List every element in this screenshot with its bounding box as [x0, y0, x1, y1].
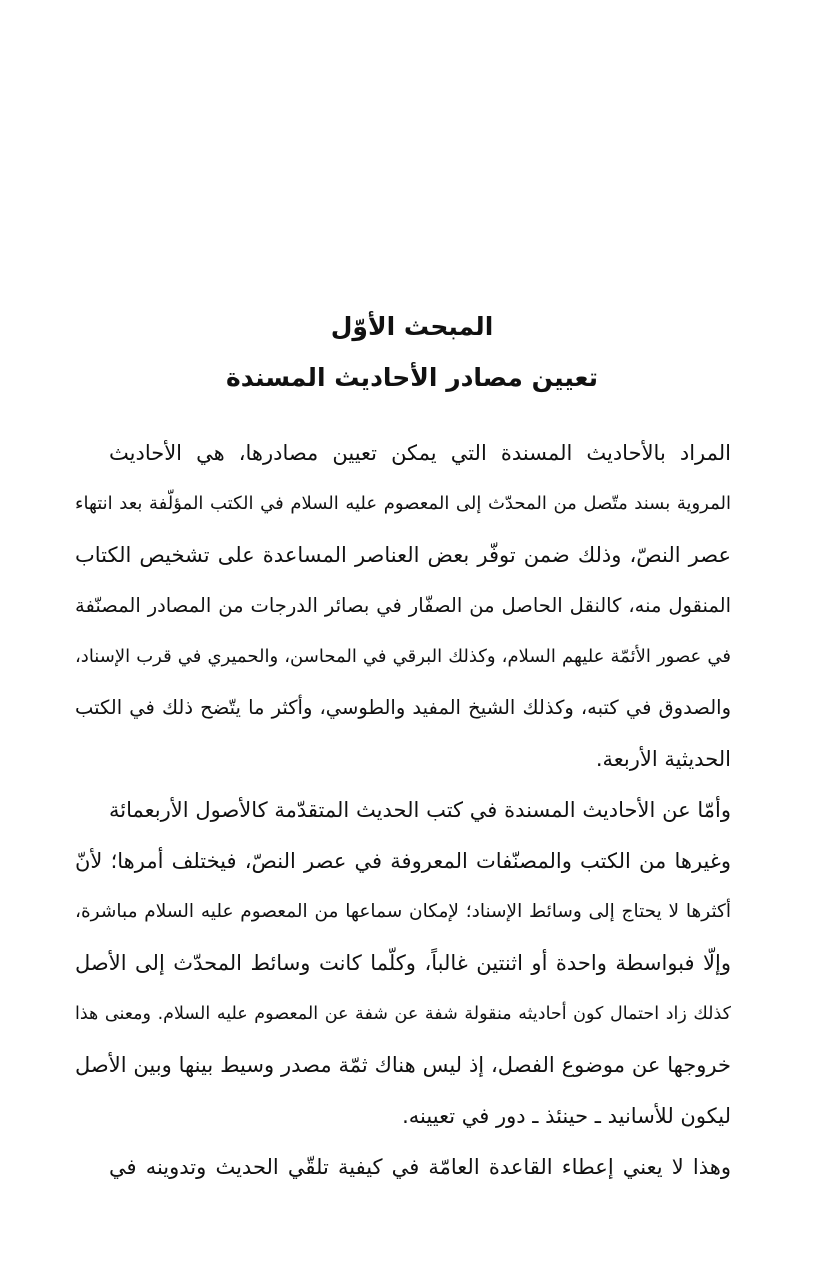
body-line: المنقول منه، كالنقل الحاصل من الصفّار في بصائر الدرجات من المصادر المصنّفة [75, 594, 731, 617]
body-line: وأمّا عن الأحاديث المسندة في كتب الحديث المتقدّمة كالأصول الأربعمائة [109, 798, 731, 822]
body-line: والصدوق في كتبه، وكذلك الشيخ المفيد والطوسي، وأكثر ما يتّضح ذلك في الكتب [75, 696, 731, 719]
body-line: خروجها عن موضوع الفصل، إذ ليس هناك ثمّة مصدر وسيط بينها وبين الأصل [75, 1053, 731, 1077]
body-line: في عصور الأئمّة عليهم السلام، وكذلك البرقي في المحاسن، والحميري في قرب الإسناد، [75, 646, 731, 667]
body-line: ليكون للأسانيد ـ حينئذ ـ دور في تعيينه. [402, 1104, 731, 1128]
body-line: المروية بسند متّصل من المحدّث إلى المعصوم عليه السلام في الكتب المؤلّفة بعد انتهاء [75, 493, 731, 514]
body-line: وهذا لا يعني إعطاء القاعدة العامّة في كيفية تلقّي الحديث وتدوينه في [109, 1155, 731, 1179]
section-heading: المبحث الأوّل [330, 312, 494, 341]
body-line: أكثرها لا يحتاج إلى وسائط الإسناد؛ لإمكان سماعها من المعصوم عليه السلام مباشرة، [75, 901, 731, 922]
body-line: وغيرها من الكتب والمصنّفات المعروفة في عصر النصّ، فيختلف أمرها؛ لأنّ [75, 849, 731, 873]
body-line: الحديثية الأربعة. [595, 747, 731, 771]
section-title: تعيين مصادر الأحاديث المسندة [225, 363, 599, 392]
body-line: وإلّا فبواسطة واحدة أو اثنتين غالباً، وكلّما كانت وسائط المحدّث إلى الأصل [75, 951, 731, 975]
body-line: المراد بالأحاديث المسندة التي يمكن تعيين مصادرها، هي الأحاديث [109, 441, 731, 465]
body-line: عصر النصّ، وذلك ضمن توفّر بعض العناصر المساعدة على تشخيص الكتاب [75, 543, 731, 567]
body-line: كذلك زاد احتمال كون أحاديثه منقولة شفة عن شفة عن المعصوم عليه السلام. ومعنى هذا [75, 1004, 731, 1024]
